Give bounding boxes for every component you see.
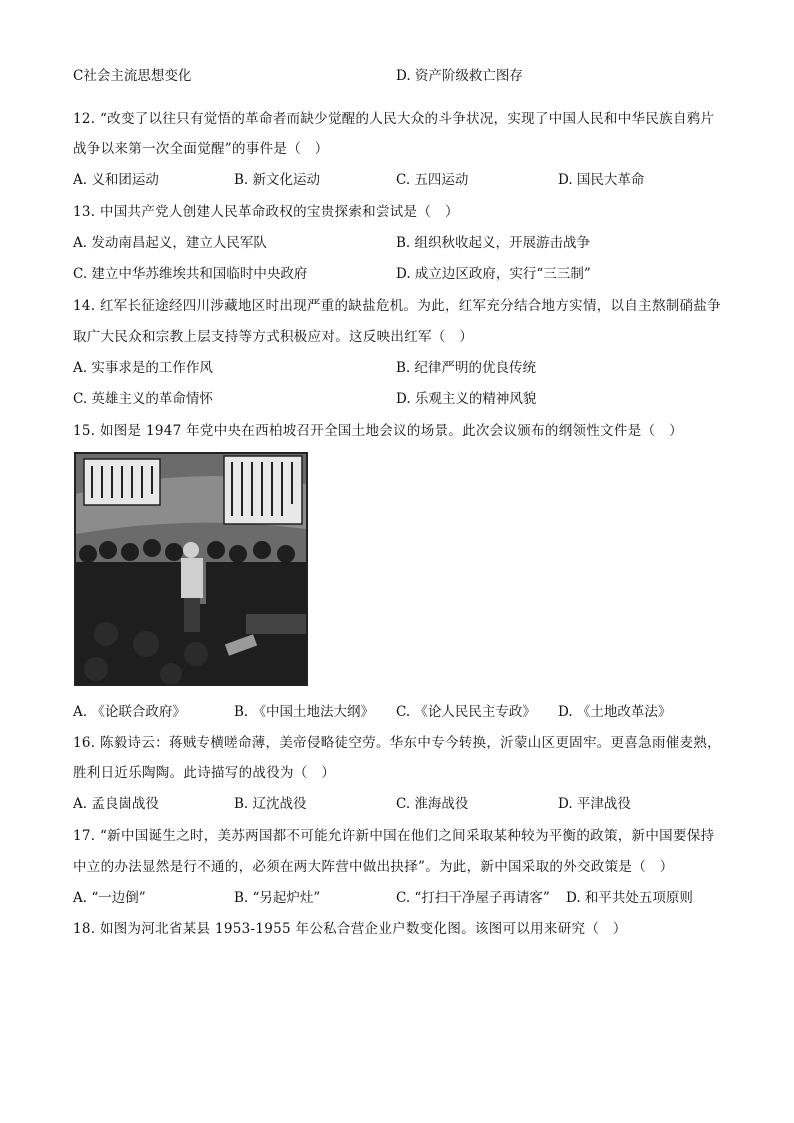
q16-stem-line-1: 16. 陈毅诗云：蒋贼专横嗟命薄，美帝侵略徒空劳。华东中专今转换，沂蒙山区更固牢。更喜急雨催麦熟， — [73, 735, 721, 751]
q13-option-b: B. 组织秋收起义，开展游击战争 — [396, 235, 591, 251]
q13-option-c: C. 建立中华苏维埃共和国临时中央政府 — [73, 266, 308, 282]
q11-option-d: D. 资产阶级救亡图存 — [396, 68, 523, 84]
q14-option-b: B. 纪律严明的优良传统 — [396, 360, 537, 376]
q16-option-d: D. 平津战役 — [558, 796, 631, 812]
q18-stem-line-1: 18. 如图为河北省某县 1953-1955 年公私合营企业户数变化图。该图可以用来研究（ ） — [73, 921, 627, 937]
q14-option-c: C. 英雄主义的革命情怀 — [73, 391, 213, 407]
q12-option-b: B. 新文化运动 — [234, 172, 321, 188]
q15-option-c: C. 《论人民民主专政》 — [396, 704, 536, 720]
q13-option-d: D. 成立边区政府，实行“三三制” — [396, 266, 591, 282]
q11-option-c: C社会主流思想变化 — [73, 68, 192, 84]
q15-option-d: D. 《土地改革法》 — [558, 704, 672, 720]
q15-option-a: A. 《论联合政府》 — [73, 704, 186, 720]
q14-stem-line-2: 取广大民众和宗教上层支持等方式积极应对。这反映出红军（ ） — [73, 329, 474, 345]
q13-stem-line-1: 13. 中国共产党人创建人民革命政权的宝贵探索和尝试是（ ） — [73, 204, 459, 220]
q14-option-d: D. 乐观主义的精神风貌 — [396, 391, 537, 407]
q14-option-a: A. 实事求是的工作作风 — [73, 360, 213, 376]
q13-option-a: A. 发动南昌起义，建立人民军队 — [73, 235, 267, 251]
land-conference-photo — [74, 452, 308, 686]
q16-option-c: C. 淮海战役 — [396, 796, 469, 812]
q12-option-d: D. 国民大革命 — [558, 172, 645, 188]
q14-stem-line-1: 14. 红军长征途经四川涉藏地区时出现严重的缺盐危机。为此，红军充分结合地方实情，以自主熬制硝盐争 — [73, 298, 721, 314]
q12-stem-line-1: 12. “改变了以往只有觉悟的革命者而缺少觉醒的人民大众的斗争状况，实现了中国人民和中华民族自鸦片 — [73, 111, 715, 127]
q15-stem-line-1: 15. 如图是 1947 年党中央在西柏坡召开全国土地会议的场景。此次会议颁布的纲领性文件是（ ） — [73, 423, 683, 439]
q17-option-d: D. 和平共处五项原则 — [566, 890, 693, 906]
q15-option-b: B. 《中国土地法大纲》 — [234, 704, 375, 720]
q17-option-c: C. “打扫干净屋子再请客” — [396, 890, 550, 906]
q12-option-a: A. 义和团运动 — [73, 172, 159, 188]
q17-stem-line-1: 17. “新中国诞生之时，美苏两国都不可能允许新中国在他们之间采取某种较为平衡的政策，新中国要保持 — [73, 828, 715, 844]
q17-option-a: A. “一边倒” — [73, 890, 146, 906]
q12-stem-line-2: 战争以来第一次全面觉醒”的事件是（ ） — [73, 141, 329, 157]
land-conference-photo-drawing — [76, 454, 306, 684]
q12-option-c: C. 五四运动 — [396, 172, 469, 188]
q16-stem-line-2: 胜利日近乐陶陶。此诗描写的战役为（ ） — [73, 765, 336, 781]
q16-option-a: A. 孟良崮战役 — [73, 796, 159, 812]
q17-stem-line-2: 中立的办法显然是行不通的，必须在两大阵营中做出抉择”。为此，新中国采取的外交政策是（ ） — [73, 859, 674, 875]
q16-option-b: B. 辽沈战役 — [234, 796, 307, 812]
q17-option-b: B. “另起炉灶” — [234, 890, 321, 906]
